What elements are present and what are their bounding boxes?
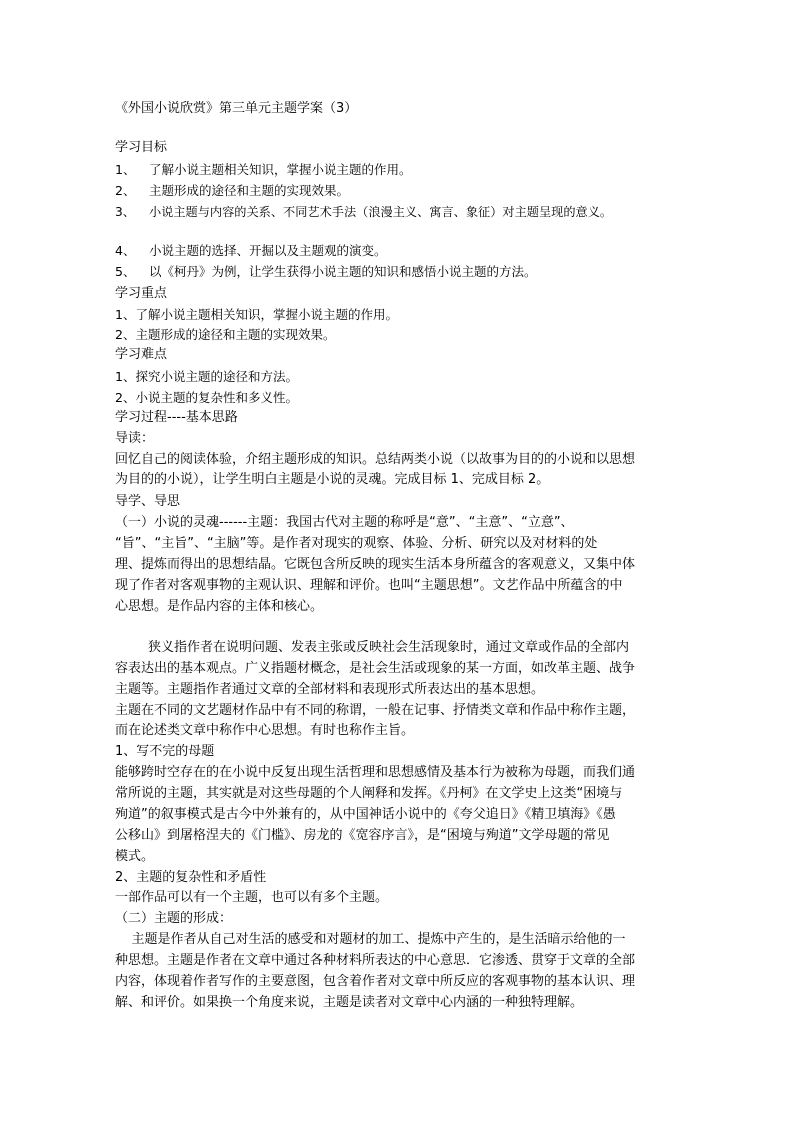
key-point: 1、了解小说主题相关知识，掌握小说主题的作用。 — [115, 307, 398, 322]
section1-line: （一）小说的灵魂------主题：我国古代对主题的称呼是“意”、“主意”、“立意”、 — [115, 515, 574, 530]
section1-line: 心思想。是作品内容的主体和核心。 — [115, 599, 324, 614]
section1-line: 现了作者对客观事物的主观认识、理解和评价。也叫“主题思想”。文艺作品中所蕴含的中 — [115, 578, 623, 593]
process-heading: 学习过程----基本思路 — [115, 410, 238, 425]
objective-item: 2、 主题形成的途径和主题的实现效果。 — [115, 183, 350, 198]
narrow-line: 容表达出的基本观点。广义指题材概念，是社会生活或现象的某一方面，如改革主题、战争 — [115, 661, 636, 676]
difficulty-item: 1、探究小说主题的途径和方法。 — [115, 369, 298, 384]
narrow-line: 主题在不同的文艺题材作品中有不同的称谓，一般在记事、抒情类文章和作品中称作主题， — [115, 703, 636, 718]
motif-line: 模式。 — [115, 849, 155, 864]
motif-line: 能够跨时空存在的在小说中反复出现生活哲理和思想感情及基本行为被称为母题，而我们通 — [115, 765, 636, 780]
complex-heading: 2、主题的复杂性和矛盾性 — [115, 870, 267, 885]
intro-heading: 导读： — [115, 431, 155, 446]
difficulty-heading: 学习难点 — [115, 347, 168, 362]
motif-line: 公移山》到屠格涅夫的《门槛》、房龙的《宽容序言》，是“困境与殉道”文学母题的常见 — [115, 828, 610, 843]
difficulty-item: 2、小说主题的复杂性和多义性。 — [115, 390, 298, 405]
section1-line: “旨”、“主旨”、“主脑”等。是作者对现实的观察、体验、分析、研究以及对材料的处 — [115, 536, 598, 551]
section2-line: 内容，体现着作者写作的主要意图，包含着作者对文章中所反应的客观事物的基本认识、理 — [115, 974, 636, 989]
intro-line: 为目的的小说），让学生明白主题是小说的灵魂。完成目标 1、完成目标 2。 — [115, 472, 550, 487]
section2-line: 种思想。主题是作者在文章中通过各种材料所表达的中心意思．它渗透、贯穿于文章的全部 — [115, 953, 636, 968]
objective-item: 5、 以《柯丹》为例，让学生获得小说主题的知识和感悟小说主题的方法。 — [115, 264, 537, 279]
section2-line: 主题是作者从自己对生活的感受和对题材的加工、提炼中产生的，是生活暗示给他的一 — [115, 932, 626, 947]
key-heading: 学习重点 — [115, 286, 168, 301]
motif-line: 常所说的主题，其实就是对这些母题的个人阐释和发挥。《丹柯》在文学史上这类“困境与 — [115, 786, 623, 801]
intro-line: 回忆自己的阅读体验，介绍主题形成的知识。总结两类小说（以故事为目的的小说和以思想 — [115, 452, 636, 467]
narrow-line: 主题等。主题指作者通过文章的全部材料和表现形式所表达出的基本思想。 — [115, 682, 545, 697]
objectives-heading: 学习目标 — [115, 140, 168, 155]
key-point: 2、主题形成的途径和主题的实现效果。 — [115, 327, 336, 342]
guide-heading: 导学、导思 — [115, 494, 181, 509]
objective-item: 4、 小说主题的选择、开掘以及主题观的演变。 — [115, 243, 387, 258]
section1-line: 理、提炼而得出的思想结晶。它既包含所反映的现实生活本身所蕴含的客观意义，又集中体 — [115, 557, 636, 572]
complex-line: 一部作品可以有一个主题，也可以有多个主题。 — [115, 890, 389, 905]
motif-heading: 1、写不完的母题 — [115, 744, 215, 759]
motif-line: 殉道”的叙事模式是古今中外兼有的，从中国神话小说中的《夸父追日》《精卫填海》《愚 — [115, 807, 616, 822]
section2-heading: （二）主题的形成： — [115, 911, 233, 926]
document-title: 《外国小说欣赏》第三单元主题学案（3） — [115, 101, 358, 116]
narrow-line: 而在论述类文章中称作中心思想。有时也称作主旨。 — [115, 723, 415, 738]
narrow-line: 狭义指作者在说明问题、发表主张或反映社会生活现象时，通过文章或作品的全部内 — [115, 640, 630, 655]
objective-item: 1、 了解小说主题相关知识，掌握小说主题的作用。 — [115, 162, 412, 177]
objective-item: 3、 小说主题与内容的关系、不同艺术手法（浪漫主义、寓言、象征）对主题呈现的意义。 — [115, 205, 613, 219]
section2-line: 解、和评价。如果换一个角度来说，主题是读者对文章中心内涵的一种独特理解。 — [115, 995, 584, 1010]
